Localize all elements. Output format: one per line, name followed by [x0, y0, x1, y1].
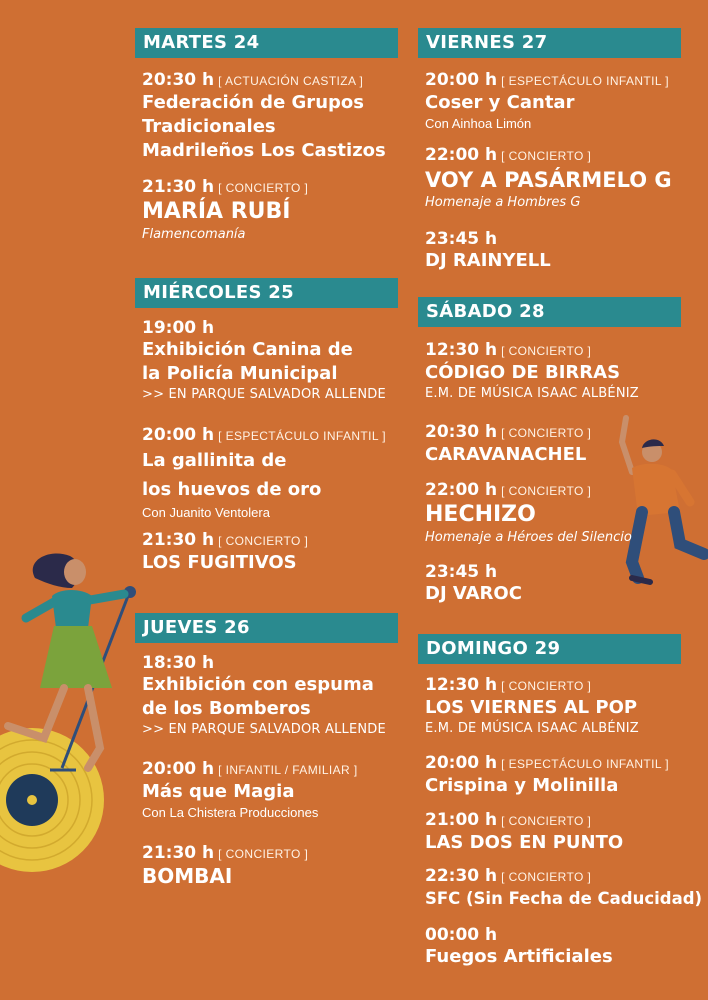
event-miercoles-2 [142, 425, 386, 521]
event-jueves-3 [142, 843, 308, 888]
event-time: 20:30 h [425, 422, 498, 442]
event-time: 22:00 h [425, 145, 498, 165]
day-header-domingo: DOMINGO 29 [418, 634, 681, 664]
event-title: DJ VAROC [425, 583, 522, 604]
event-subtitle: E.M. DE MÚSICA ISAAC ALBÉNIZ [425, 721, 639, 736]
day-header-viernes: VIERNES 27 [418, 28, 681, 58]
event-time: 00:00 h [425, 925, 498, 945]
event-title: VOY A PASÁRMELO G [425, 168, 672, 192]
event-domingo-5 [425, 925, 613, 969]
event-time: 20:00 h [142, 759, 215, 779]
event-time: 22:00 h [425, 480, 498, 500]
event-sabado-3 [425, 480, 632, 546]
event-time: 20:00 h [425, 753, 498, 773]
event-time: 18:30 h [142, 653, 215, 673]
event-subtitle: Con Juanito Ventolera [142, 505, 270, 520]
event-time: 22:30 h [425, 866, 498, 886]
event-martes-2 [142, 177, 308, 243]
event-time: 12:30 h [425, 340, 498, 360]
event-time: 21:00 h [425, 810, 498, 830]
event-subtitle: Con Ainhoa Limón [425, 116, 532, 131]
event-martes-1 [142, 70, 386, 163]
event-time: 20:00 h [425, 70, 498, 90]
day-header-jueves: JUEVES 26 [135, 613, 398, 643]
event-sabado-4 [425, 562, 522, 606]
event-viernes-2 [425, 145, 672, 211]
event-title: MARÍA RUBÍ [142, 199, 291, 224]
event-location: >> EN PARQUE SALVADOR ALLENDE [142, 387, 386, 402]
event-subtitle: E.M. DE MÚSICA ISAAC ALBÉNIZ [425, 386, 639, 401]
event-title: LAS DOS EN PUNTO [425, 832, 624, 853]
event-title: SFC (Sin Fecha de Caducidad) [425, 889, 703, 908]
event-title: Exhibición Canina de la Policía Municipal [142, 339, 353, 384]
event-tag: [ CONCIERTO ] [501, 426, 592, 440]
event-domingo-3 [425, 810, 623, 855]
event-tag: [ CONCIERTO ] [501, 679, 592, 693]
event-time: 23:45 h [425, 562, 498, 582]
event-title: Exhibición con espuma de los Bomberos [142, 674, 374, 719]
day-header-miercoles: MIÉRCOLES 25 [135, 278, 398, 308]
event-title: DJ RAINYELL [425, 250, 551, 271]
event-miercoles-3 [142, 530, 308, 575]
event-subtitle: Homenaje a Hombres G [425, 195, 581, 210]
event-sabado-2 [425, 422, 591, 467]
event-location: >> EN PARQUE SALVADOR ALLENDE [142, 722, 386, 737]
event-subtitle: Con La Chistera Producciones [142, 805, 319, 820]
event-title: Crispina y Molinilla [425, 775, 619, 796]
event-domingo-2 [425, 753, 669, 798]
event-time: 21:30 h [142, 177, 215, 197]
event-subtitle: Flamencomanía [142, 227, 246, 242]
event-title: La gallinita de los huevos de oro [142, 450, 322, 500]
event-viernes-1 [425, 70, 669, 132]
event-title: LOS VIERNES AL POP [425, 697, 638, 718]
event-time: 19:00 h [142, 318, 215, 338]
event-time: 20:30 h [142, 70, 215, 90]
event-title: LOS FUGITIVOS [142, 552, 297, 573]
event-tag: [ CONCIERTO ] [501, 149, 592, 163]
event-tag: [ CONCIERTO ] [501, 814, 592, 828]
event-title: Más que Magia [142, 781, 295, 802]
event-title: BOMBAI [142, 864, 233, 888]
event-title: Fuegos Artificiales [425, 946, 613, 967]
event-tag: [ CONCIERTO ] [501, 344, 592, 358]
event-tag: [ ESPECTÁCULO INFANTIL ] [501, 757, 669, 771]
event-tag: [ ESPECTÁCULO INFANTIL ] [501, 74, 669, 88]
event-sabado-1 [425, 340, 639, 402]
event-tag: [ CONCIERTO ] [501, 870, 592, 884]
event-tag: [ CONCIERTO ] [218, 847, 309, 861]
event-title: Federación de Grupos Tradicionales Madrileños Los Castizos [142, 92, 386, 161]
event-subtitle: Homenaje a Héroes del Silencio [425, 530, 632, 545]
event-time: 12:30 h [425, 675, 498, 695]
event-domingo-1 [425, 675, 639, 737]
event-jueves-1 [142, 653, 386, 738]
event-title: Coser y Cantar [425, 92, 575, 113]
event-time: 20:00 h [142, 425, 215, 445]
event-tag: [ CONCIERTO ] [501, 484, 592, 498]
event-time: 21:30 h [142, 530, 215, 550]
event-tag: [ ACTUACIÓN CASTIZA ] [218, 74, 364, 88]
event-title: CARAVANACHEL [425, 444, 587, 465]
event-tag: [ CONCIERTO ] [218, 181, 309, 195]
event-title: HECHIZO [425, 502, 536, 527]
event-tag: [ ESPECTÁCULO INFANTIL ] [218, 429, 386, 443]
day-header-sabado: SÁBADO 28 [418, 297, 681, 327]
event-jueves-2 [142, 759, 358, 821]
day-header-martes: MARTES 24 [135, 28, 398, 58]
event-tag: [ INFANTIL / FAMILIAR ] [218, 763, 358, 777]
event-domingo-4 [425, 866, 702, 911]
singer-woman-illustration [0, 548, 150, 778]
event-miercoles-1 [142, 318, 386, 403]
event-tag: [ CONCIERTO ] [218, 534, 309, 548]
event-viernes-3 [425, 229, 551, 273]
event-time: 21:30 h [142, 843, 215, 863]
event-title: CÓDIGO DE BIRRAS [425, 362, 621, 383]
event-time: 23:45 h [425, 229, 498, 249]
